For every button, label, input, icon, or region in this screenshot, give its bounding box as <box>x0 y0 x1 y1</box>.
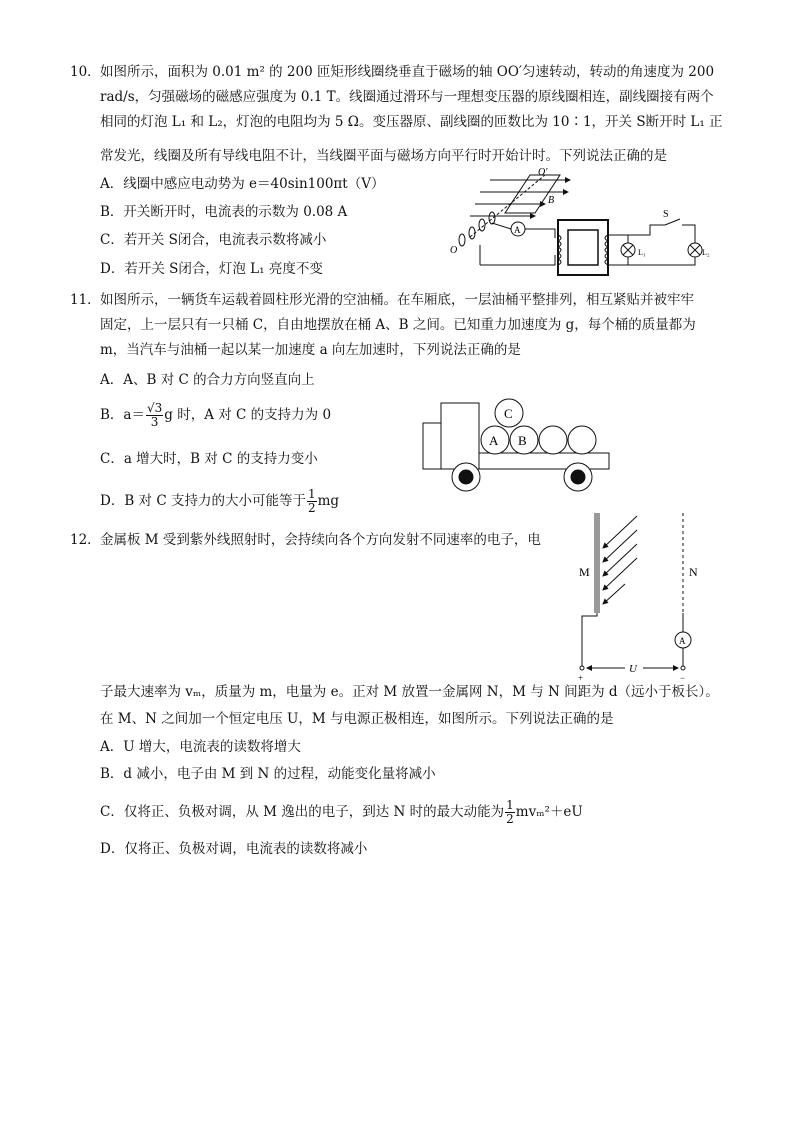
truck-bed <box>479 453 609 469</box>
label-l2: L₂ <box>702 248 710 257</box>
option-a[interactable]: A．U 增大，电流表的读数将增大 <box>100 739 301 755</box>
fraction: $\frac{√3}{3}$ <box>146 401 163 429</box>
question-text-line: 金属板 M 受到紫外线照射时，会持续向各个方向发射不同速率的电子，电 <box>100 532 541 548</box>
option-d[interactable]: D．仅将正、负极对调，电流表的读数将减小 <box>100 841 368 857</box>
option-c[interactable]: C．a 增大时，B 对 C 的支持力变小 <box>100 451 318 467</box>
question-text-line: 常发光，线圈及所有导线电阻不计，当线圈平面与磁场方向平行时开始计时。下列说法正确的是 <box>100 148 667 164</box>
option-d[interactable]: D．若开关 S闭合，灯泡 L₁ 亮度不变 <box>100 261 323 277</box>
ultraviolet-rays <box>603 516 637 604</box>
question-text-line: 子最大速率为 vₘ，质量为 m，电量为 e。正对 M 放置一金属网 N，M 与 N 间距为 d（远小于板长）。 <box>100 684 719 700</box>
label-minus: − <box>680 673 686 683</box>
question-text-line: 在 M、N 之间加一个恒定电压 U，M 与电源正极相连，如图所示。下列说法正确的是 <box>100 711 614 727</box>
option-c[interactable]: C．若开关 S闭合，电流表示数将减小 <box>100 232 327 248</box>
lamp-l2 <box>688 243 702 257</box>
question-text-line: 如图所示，一辆货车运载着圆柱形光滑的空油桶。在车厢底，一层油桶平整排列，相互紧贴并被牢牢 <box>100 292 694 308</box>
label-o-prime: O′ <box>538 167 548 178</box>
option-a[interactable]: A．线圈中感应电动势为 e＝40sin100πt（V） <box>100 176 385 192</box>
option-a[interactable]: A．A、B 对 C 的合力方向竖直向上 <box>100 372 315 388</box>
label-l1: L₁ <box>638 248 646 257</box>
option-c[interactable]: C．仅将正、负极对调，从 M 逸出的电子，到达 N 时的最大动能为 $\frac{1}{2}$ mvₘ²＋eU <box>100 798 583 826</box>
label-o: O <box>450 245 458 256</box>
option-b[interactable]: B．开关断开时，电流表的示数为 0.08 A <box>100 204 348 220</box>
label-c: C <box>504 406 513 421</box>
label-a: A <box>489 433 499 448</box>
question-text-line: 如图所示，面积为 0.01 m² 的 200 匝矩形线圈绕垂直于磁场的轴 OO′匀速转动，转动的角速度为 200 <box>100 64 715 80</box>
truck-with-barrels-diagram <box>420 395 615 495</box>
fraction: $\frac{1}{2}$ <box>506 798 514 826</box>
magnetic-field-lines <box>470 180 570 216</box>
label-b: B <box>548 195 555 206</box>
truck-cab <box>423 423 441 469</box>
label-n: N <box>689 565 698 579</box>
wheel <box>564 463 592 491</box>
fraction: $\frac{1}{2}$ <box>307 487 316 515</box>
label-u: U <box>629 663 637 675</box>
slip-rings <box>459 212 495 246</box>
label-b: B <box>518 433 527 448</box>
coil <box>505 175 560 213</box>
ammeter-label: A <box>679 636 686 646</box>
plate-m <box>594 513 600 613</box>
label-plus: + <box>578 673 584 683</box>
option-b[interactable]: B．d 减小，电子由 M 到 N 的过程，动能变化量将减小 <box>100 766 436 782</box>
wheel <box>452 463 480 491</box>
question-text-line: 相同的灯泡 L₁ 和 L₂，灯泡的电阻均为 5 Ω。变压器原、副线圈的匝数比为 10∶1，开关 S断开时 L₁ 正 <box>100 114 723 130</box>
question-number: 11． <box>70 292 101 308</box>
generator-transformer-diagram <box>450 165 710 280</box>
question-text-line: 固定，上一层只有一只桶 C，自由地摆放在桶 A、B 之间。已知重力加速度为 g，每个桶的质量都为 <box>100 317 696 333</box>
label-s: S <box>663 209 669 220</box>
option-d[interactable]: D．B 对 C 支持力的大小可能等于 $\frac{1}{2}$ mg <box>100 487 340 515</box>
question-number: 10． <box>70 64 101 80</box>
photoelectric-plates-diagram <box>565 508 715 683</box>
option-b[interactable]: B．a＝ $\frac{√3}{3}$ g 时，A 对 C 的支持力为 0 <box>100 401 332 429</box>
lamp-l1 <box>621 243 635 257</box>
question-text-line: rad/s，匀强磁场的磁感应强度为 0.1 T。线圈通过滑环与一理想变压器的原线圈相连，副线圈接有两个 <box>100 89 714 105</box>
transformer-core <box>558 220 608 275</box>
question-number: 12． <box>70 532 101 548</box>
ammeter-label: A <box>514 225 521 235</box>
label-m: M <box>579 565 590 579</box>
question-text-line: m，当汽车与油桶一起以某一加速度 a 向左加速时，下列说法正确的是 <box>100 342 521 358</box>
